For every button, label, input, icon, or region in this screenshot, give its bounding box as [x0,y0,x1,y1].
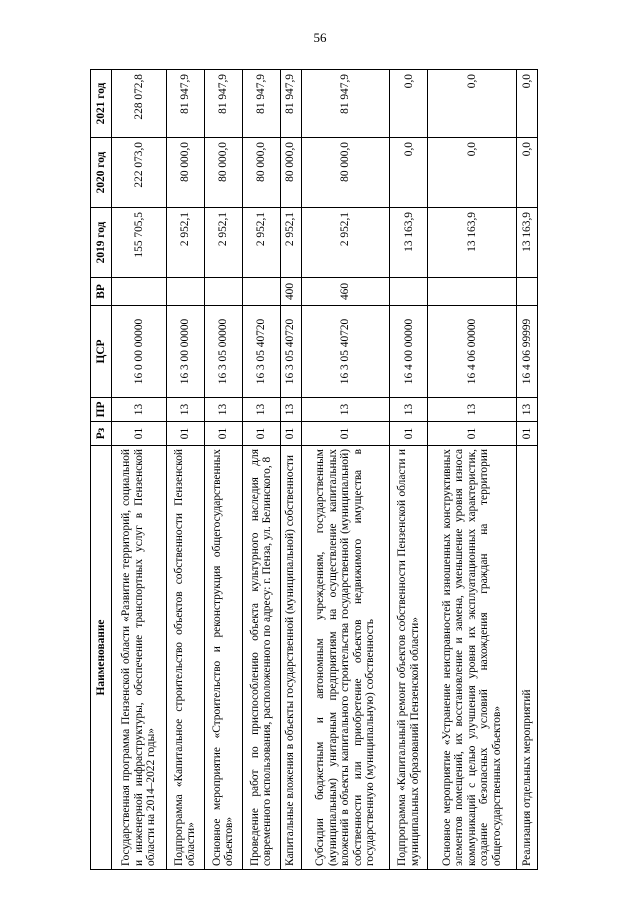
cell-vr [242,278,280,306]
cell-rz: 01 [112,422,167,446]
table-row [242,70,280,870]
cell-y2020: 80 000,0 [204,138,242,208]
cell-csr: 16 3 00 00000 [166,306,204,398]
table-row [516,70,537,870]
cell-y2020: 0,0 [390,138,428,208]
cell-name: Подпрограмма «Капитальное строительство объектов собственности Пензенской области» [166,446,204,870]
cell-name: Субсидии бюджетным и автономным учреждениям, государственным (муниципальным) унитарным предприятиям на осуществление капитальных вложений в объекты капитального строительства государственной (муниципальной) собственности или приобретение объектов недвижимого имущества в государственную (муниципальную) собственность [301,446,390,870]
cell-name: Капитальные вложения в объекты государственной (муниципальной) собственности [280,446,301,870]
cell-rz: 01 [166,422,204,446]
cell-pr: 13 [428,398,517,422]
cell-y2019: 13 163,9 [428,208,517,278]
cell-vr [112,278,167,306]
cell-y2020: 80 000,0 [242,138,280,208]
cell-vr [516,278,537,306]
cell-y2019: 13 163,9 [390,208,428,278]
header-row [91,70,112,870]
cell-rz: 01 [428,422,517,446]
cell-csr: 16 3 05 00000 [204,306,242,398]
cell-y2021: 81 947,9 [166,70,204,138]
cell-y2020: 80 000,0 [301,138,390,208]
cell-y2021: 228 072,8 [112,70,167,138]
cell-vr [166,278,204,306]
table-row [166,70,204,870]
cell-pr: 13 [242,398,280,422]
cell-name: Государственная программа Пензенской области «Развитие территорий, социальной и инженерной инфраструктуры, обеспечение транспортных услуг в Пензенской области на 2014–2022 годы» [112,446,167,870]
cell-csr: 16 3 05 40720 [242,306,280,398]
cell-y2020: 80 000,0 [166,138,204,208]
cell-y2019: 13 163,9 [516,208,537,278]
cell-y2021: 81 947,9 [280,70,301,138]
cell-y2019: 2 952,1 [280,208,301,278]
table-row [390,70,428,870]
cell-name: Проведение работ по приспособлению объекта культурного наследия для современного использования, расположенного по адресу: г. Пенза, ул. Белинского, 8 [242,446,280,870]
cell-pr: 13 [516,398,537,422]
cell-y2021: 0,0 [516,70,537,138]
cell-vr: 460 [301,278,390,306]
table-row [204,70,242,870]
cell-pr: 13 [301,398,390,422]
cell-csr: 16 4 00 00000 [390,306,428,398]
cell-vr [390,278,428,306]
cell-csr: 16 3 05 40720 [280,306,301,398]
page-number: 56 [313,30,327,45]
header-csr: ЦСР [91,306,112,398]
header-vr: ВР [91,278,112,306]
cell-pr: 13 [112,398,167,422]
cell-rz: 01 [301,422,390,446]
table-row [112,70,167,870]
cell-y2019: 2 952,1 [301,208,390,278]
header-rz: Рз [91,422,112,446]
cell-csr: 16 4 06 00000 [428,306,517,398]
cell-y2019: 2 952,1 [204,208,242,278]
cell-y2020: 222 073,0 [112,138,167,208]
rotated-table-container [90,70,538,870]
header-2019: 2019 год [91,208,112,278]
cell-pr: 13 [166,398,204,422]
cell-y2020: 0,0 [428,138,517,208]
table-row [280,70,301,870]
cell-rz: 01 [204,422,242,446]
cell-vr [204,278,242,306]
header-2020: 2020 год [91,138,112,208]
header-name: Наименование [91,446,112,870]
cell-name: Основное мероприятие «Строительство и реконструкция общегосударственных объектов» [204,446,242,870]
cell-csr: 16 4 06 99999 [516,306,537,398]
cell-rz: 01 [242,422,280,446]
budget-table [90,69,538,870]
cell-name: Подпрограмма «Капитальный ремонт объектов собственности Пензенской области и муниципальных образований Пензенской области» [390,446,428,870]
cell-pr: 13 [390,398,428,422]
cell-vr: 400 [280,278,301,306]
cell-y2021: 0,0 [390,70,428,138]
table-row [301,70,390,870]
cell-y2020: 80 000,0 [280,138,301,208]
cell-name: Основное мероприятие «Устранение неисправностей изношенных конструктивных элементов помещений, их восстановление и замена, уменьшение уровня износа коммуникаций с целью улучшения уровня их эксплуатационных характеристик, создание безопасных условий нахождения граждан на территории общегосударственных объектов» [428,446,517,870]
cell-y2021: 81 947,9 [301,70,390,138]
cell-name: Реализация отдельных мероприятий [516,446,537,870]
cell-y2019: 155 705,5 [112,208,167,278]
cell-y2021: 0,0 [428,70,517,138]
header-2021: 2021 год [91,70,112,138]
cell-y2021: 81 947,9 [242,70,280,138]
cell-vr [428,278,517,306]
cell-rz: 01 [516,422,537,446]
cell-csr: 16 3 05 40720 [301,306,390,398]
cell-csr: 16 0 00 00000 [112,306,167,398]
cell-y2019: 2 952,1 [166,208,204,278]
cell-rz: 01 [390,422,428,446]
cell-y2021: 81 947,9 [204,70,242,138]
cell-y2019: 2 952,1 [242,208,280,278]
cell-pr: 13 [204,398,242,422]
cell-pr: 13 [280,398,301,422]
header-pr: ПР [91,398,112,422]
table-row [428,70,517,870]
cell-y2020: 0,0 [516,138,537,208]
cell-rz: 01 [280,422,301,446]
